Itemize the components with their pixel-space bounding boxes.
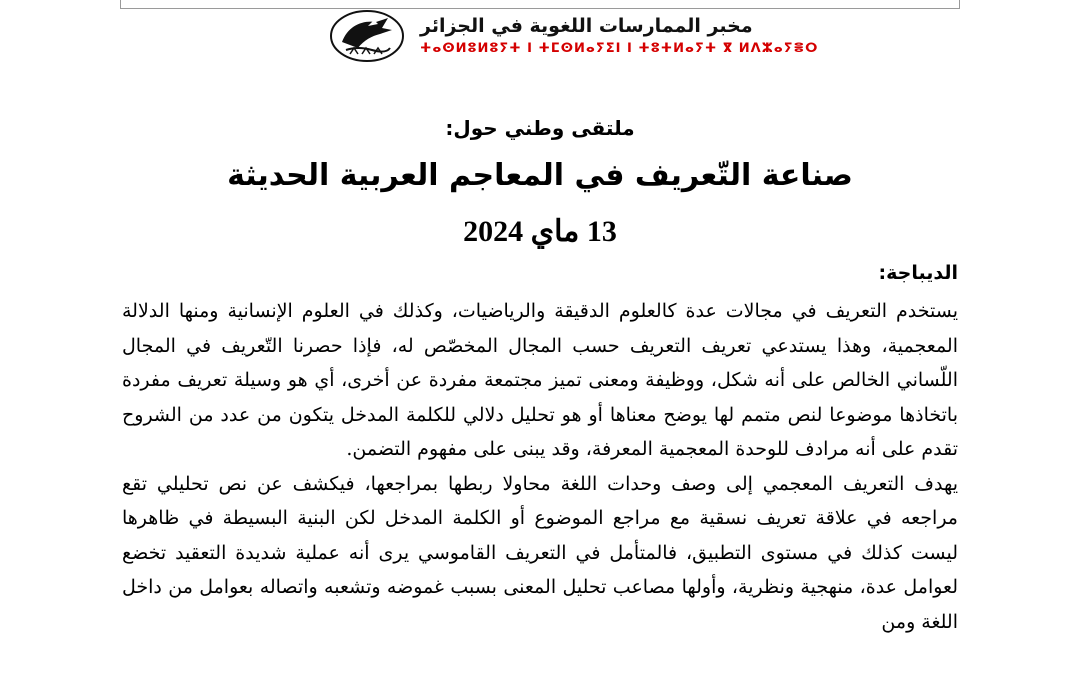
event-title: صناعة التّعريف في المعاجم العربية الحديثة — [227, 158, 853, 193]
event-title-block — [120, 108, 960, 260]
lab-name-arabic: مخبر الممارسات اللغوية في الجزائر — [420, 15, 753, 37]
document-body — [122, 256, 958, 639]
lab-name-tifinagh: ⵜⴰⵙⵍⵓⵍⵓⵢⵜ ⵏ ⵜⵎⵙⵍⴰⵢⵉⵏ ⵏ ⵜⵓⵜⵍⴰⵢⵜ ⴳ ⵍⴷⵣⴰⵢⴻⵔ — [420, 41, 819, 56]
section-heading: الديباجة: — [878, 262, 958, 284]
event-date: 13 ماي 2024 — [463, 215, 617, 248]
lab-logo-icon — [328, 8, 406, 64]
paragraph-1: يستخدم التعريف في مجالات عدة كالعلوم الدقيقة والرياضيات، وكذلك في العلوم الإنسانية ومنها الدلالة المعجمية، وهذا يستدعي تعريف التعريف حسب المجال المخصّص له، فإذا حصرنا التّعريف في المجال اللّساني الخالص على أنه شكل، ووظيفة ومعنى تميز مجتمعة مفردة عن أخرى، أي هو وسيلة تعريف مفردة باتخاذها موضوعا لنص متمم لها يوضح معناها أو هو تحليل دلالي للكلمة المدخل يتكون من عدد من الشروح تقدم على أنه مرادف للوحدة المعجمية المعرفة، وقد يبنى على مفهوم التضمن. — [122, 300, 958, 460]
lab-name-block — [420, 13, 819, 59]
document-header — [320, 6, 819, 66]
event-type: ملتقى وطني حول: — [445, 116, 635, 140]
paragraph-2: يهدف التعريف المعجمي إلى وصف وحدات اللغة محاولا ربطها بمراجعها، فيكشف عن نص تحليلي تقع مراجعه في علاقة تعريف نسقية مع مراجع الموضوع أو الكلمة المدخل لكن البنية البسيطة في ظاهرها ليست كذلك في مستوى التطبيق، فالمتأمل في التعريف القاموسي يرى أنه عملية شديدة التعقيد تخضع لعوامل عدة، منهجية ونظرية، وأولها مصاعب تحليل المعنى بسبب غموضه وتشعبه واتصاله بعوامل من داخل اللغة ومن — [122, 472, 958, 633]
